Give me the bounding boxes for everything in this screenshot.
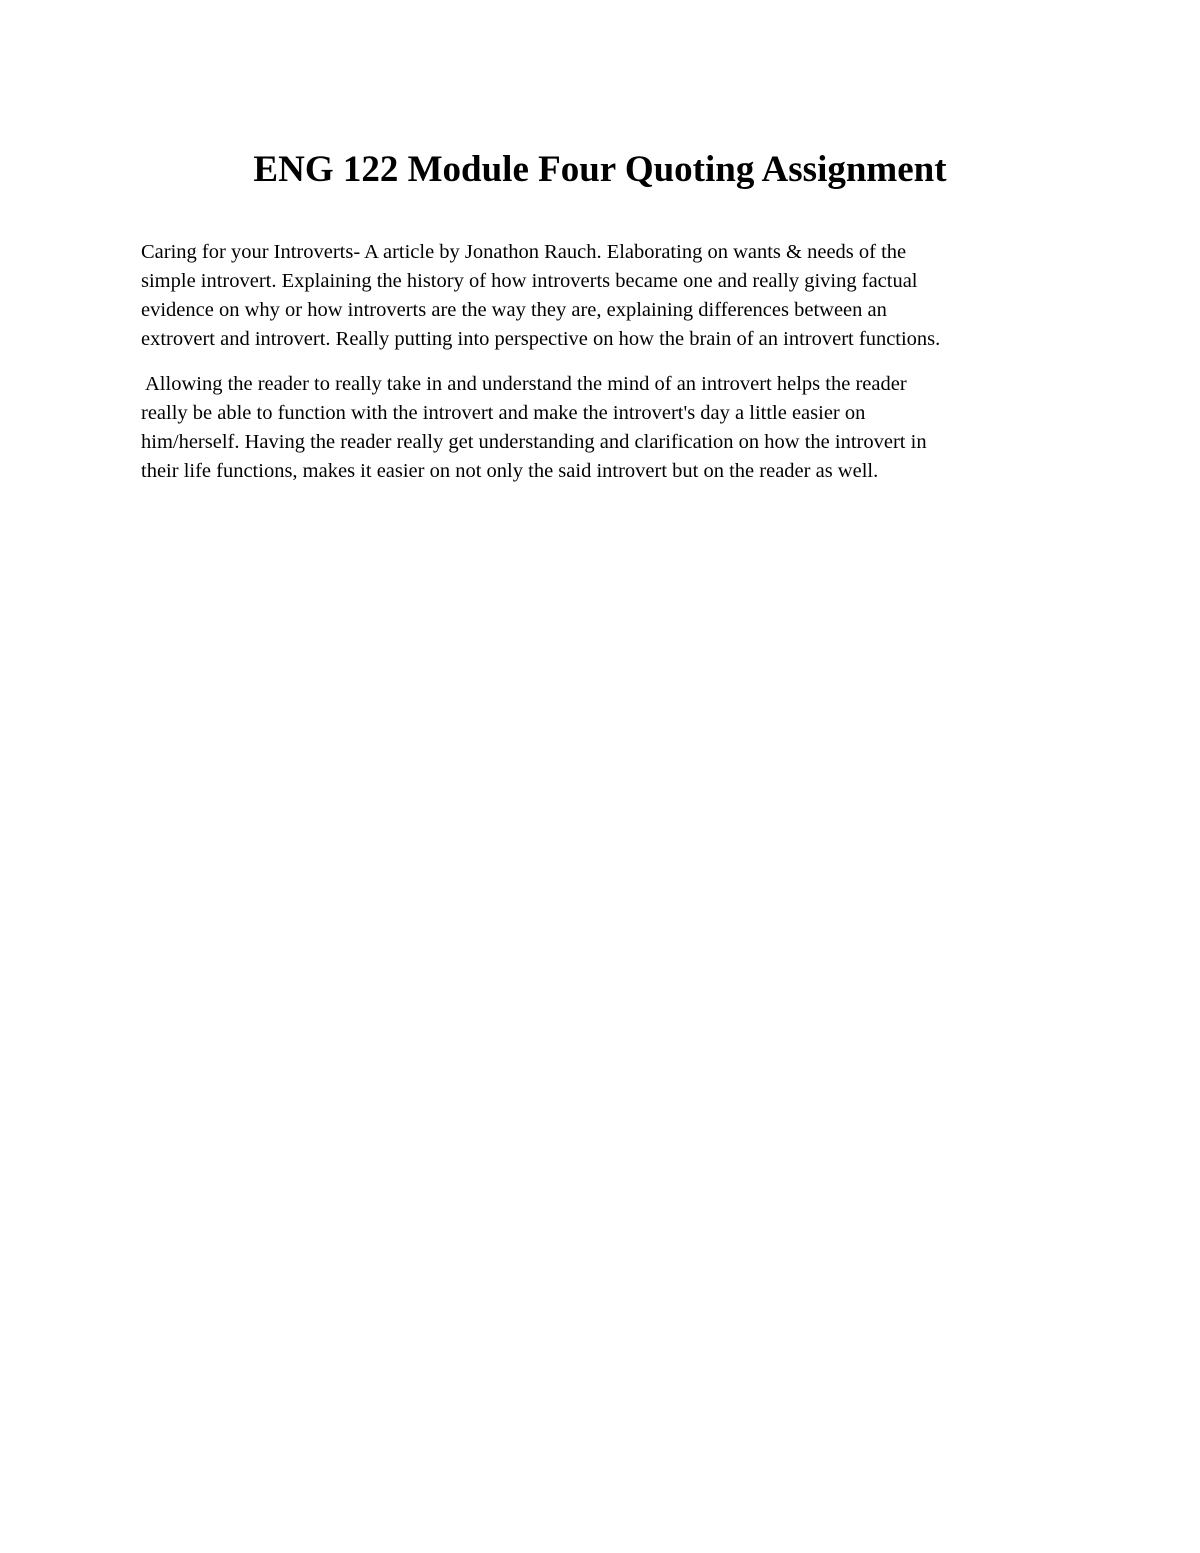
text-line: extrovert and introvert. Really putting into perspective on how the brain of an introvert functions.	[141, 328, 941, 350]
text-line: evidence on why or how introverts are the way they are, explaining differences between an	[141, 299, 887, 321]
text-line: Allowing the reader to really take in and understand the mind of an introvert helps the reader	[141, 373, 907, 395]
paragraph-reflection	[141, 370, 1081, 486]
text-line: their life functions, makes it easier on not only the said introvert but on the reader as well.	[141, 460, 879, 482]
document-title: ENG 122 Module Four Quoting Assignment	[253, 149, 947, 190]
text-line: really be able to function with the introvert and make the introvert's day a little easier on	[141, 402, 866, 424]
text-line: him/herself. Having the reader really get understanding and clarification on how the introvert in	[141, 431, 927, 453]
text-line: Caring for your Introverts- A article by Jonathon Rauch. Elaborating on wants & needs of the	[141, 241, 907, 263]
document-body	[141, 238, 1081, 486]
text-line: simple introvert. Explaining the history of how introverts became one and really giving factual	[141, 270, 918, 292]
paragraph-summary	[141, 238, 1081, 354]
